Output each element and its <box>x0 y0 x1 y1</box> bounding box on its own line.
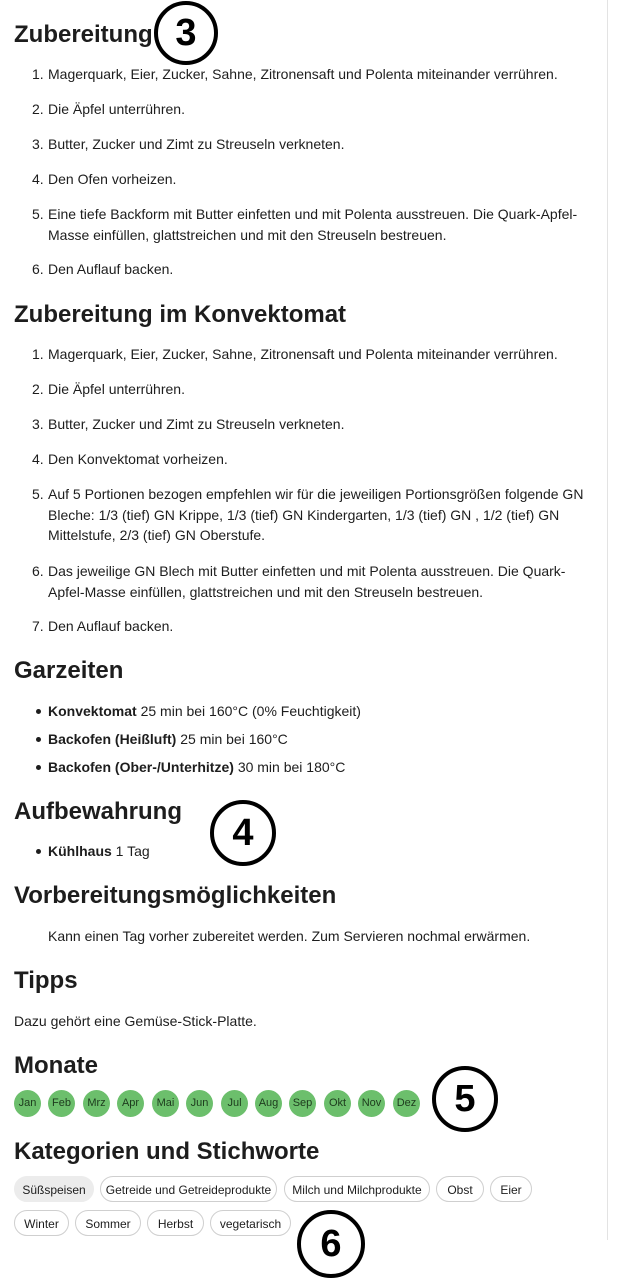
month-badge-jan: Jan <box>14 1090 41 1117</box>
section-title-vorbereitung: Vorbereitungsmöglichkeiten <box>14 882 337 909</box>
vorbereitung-text: Kann einen Tag vorher zubereitet werden. Zum Servieren nochmal erwärmen. <box>48 928 531 944</box>
month-badge-jul: Jul <box>221 1090 248 1117</box>
section-title-kategorien: Kategorien und Stichworte <box>14 1138 320 1165</box>
month-badge-okt: Okt <box>324 1090 351 1117</box>
tag-milch[interactable]: Milch und Milchprodukte <box>284 1176 430 1202</box>
month-badge-nov: Nov <box>358 1090 385 1117</box>
month-badge-mrz: Mrz <box>83 1090 110 1117</box>
tag-winter[interactable]: Winter <box>14 1210 69 1236</box>
section-title-monate: Monate <box>14 1052 98 1079</box>
annotation-marker-6: 6 <box>297 1210 365 1278</box>
tag-getreide[interactable]: Getreide und Getreideprodukte <box>100 1176 277 1202</box>
section-title-zubereitung: Zubereitung <box>14 21 153 48</box>
month-badge-dez: Dez <box>393 1090 420 1117</box>
section-title-garzeiten: Garzeiten <box>14 657 124 684</box>
month-badge-feb: Feb <box>48 1090 75 1117</box>
section-title-aufbewahrung: Aufbewahrung <box>14 798 182 825</box>
tag-herbst[interactable]: Herbst <box>147 1210 204 1236</box>
month-badge-aug: Aug <box>255 1090 282 1117</box>
tag-obst[interactable]: Obst <box>436 1176 484 1202</box>
tag-vegetarisch[interactable]: vegetarisch <box>210 1210 291 1236</box>
tag-eier[interactable]: Eier <box>490 1176 532 1202</box>
annotation-marker-5: 5 <box>432 1066 498 1132</box>
month-badge-mai: Mai <box>152 1090 179 1117</box>
tipps-text: Dazu gehört eine Gemüse-Stick-Platte. <box>14 1013 257 1029</box>
section-title-tipps: Tipps <box>14 967 78 994</box>
recipe-page: Zubereitung 1. Magerquark, Eier, Zucker, Sahne, Zitronensaft und Polenta miteinander verrühren. 2. Die Äpfel unterrühren. 3. Butter, Zucker und Zimt zu Streuseln verkneten. 4. Den Ofen vorheizen. 5. Eine tiefe Backform mit Butter einfetten und mit Polenta ausstreuen. Die Quark-Apfel-Masse einfüllen, glattstreichen und mit den Streuseln bestreuen. 6. Den Auflauf backen. Zubereitung im Konvektomat 1. Magerquark, Eier, Zucker, Sahne, Zitronensaft und Polenta miteinander verrühren. 2. Die Äpfel unterrühren. 3. Butter, Zucker und Zimt zu Streuseln verkneten. 4. Den Konvektomat vorheizen. 5. Auf 5 Portionen bezogen empfehlen wir für die jeweiligen Portionsgrößen folgende GN Bleche: 1/3 (tief) GN Krippe, 1/3 (tief) GN Kindergarten, 1/3 (tief) GN , 1/2 (tief) GN Mittelstufe, 2/3 (tief) GN Oberstufe. 6. Das jeweilige GN Blech mit Butter einfetten und mit Polenta ausstreuen. Die Quark-Apfel-Masse einfüllen, glattstreichen und mit den Streuseln bestreuen. 7. Den Auflauf backen. Garzeiten Konvektomat 25 min bei 160°C (0% Feuchtigkeit) Backofen (Heißluft) 25 min bei 160°C Backofen (Ober-/Unterhitze) 30 min bei 180°C Aufbewahrung Kühlhaus 1 Tag Vorbereitungsmöglichkeiten Kann einen Tag vorher zubereitet werden. Zum Servieren nochmal erwärmen. Tipps Dazu gehört eine Gemüse-Stick-Platte. Monate Jan Feb Mrz Apr Mai Jun Jul Aug Sep Okt Nov Dez Kategorien und Stichworte Süßspeisen Getreide und Getreideprodukte Milch und Milchprodukte Obst Eier Winter Sommer Herbst vegetarisch 3 4 5 6 <box>0 0 607 1280</box>
tag-sommer[interactable]: Sommer <box>75 1210 141 1236</box>
month-badge-apr: Apr <box>117 1090 144 1117</box>
month-badge-sep: Sep <box>289 1090 316 1117</box>
right-divider <box>607 0 608 1240</box>
month-badge-jun: Jun <box>186 1090 213 1117</box>
tag-suessspeisen[interactable]: Süßspeisen <box>14 1176 94 1202</box>
section-title-konvektomat: Zubereitung im Konvektomat <box>14 301 347 328</box>
annotation-marker-4: 4 <box>210 800 276 866</box>
annotation-marker-3: 3 <box>154 1 218 65</box>
